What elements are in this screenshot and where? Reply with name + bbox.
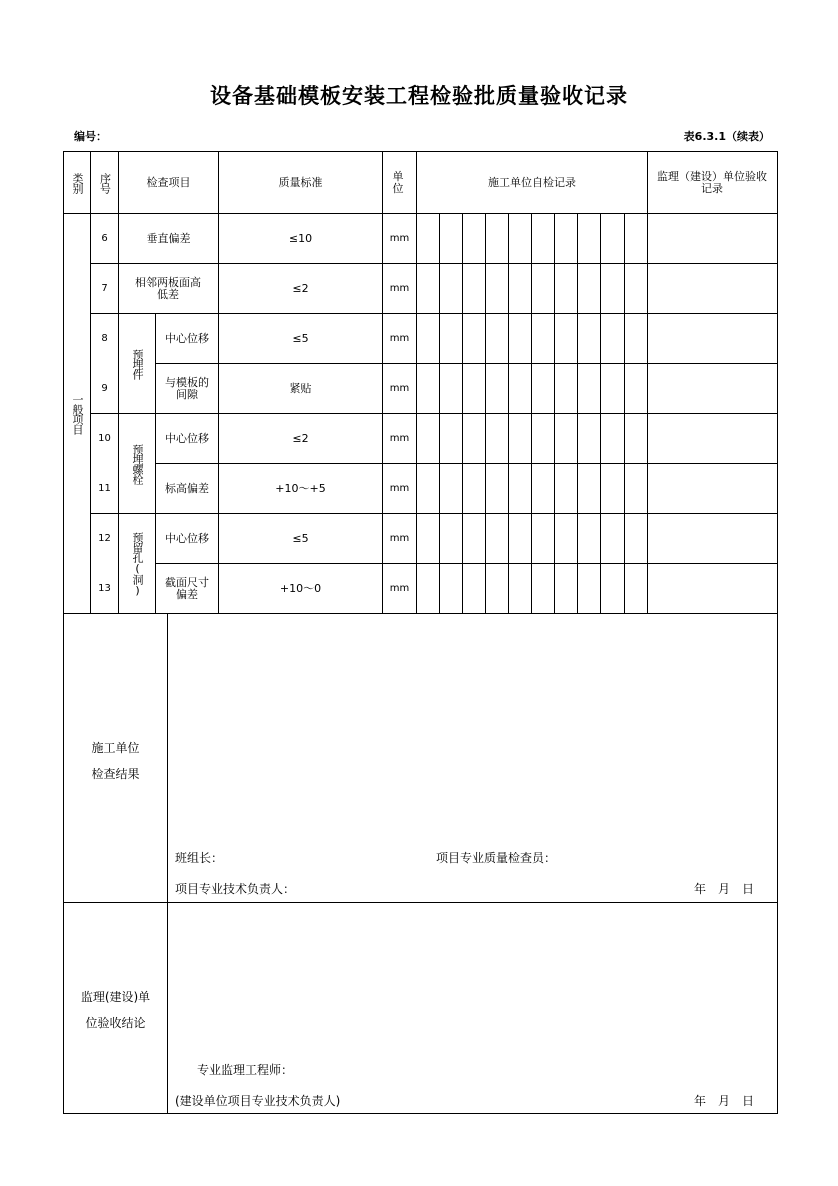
row-seq: 9: [101, 382, 108, 394]
row-standard: ≤5: [292, 331, 309, 345]
category-general: 一般项目: [71, 393, 84, 434]
row-standard: ≤2: [292, 281, 309, 295]
row-item: 与模板的间隙: [165, 375, 209, 401]
row-seq: 12: [98, 532, 111, 544]
row-seq: 6: [101, 232, 108, 244]
row-seq: 13: [98, 582, 111, 594]
row-item: 中心位移: [165, 531, 209, 545]
header-self-check: 施工单位自检记录: [488, 175, 576, 189]
group-bolt: 预埋螺栓: [131, 443, 144, 484]
row-seq: 11: [98, 482, 111, 494]
row-item: 中心位移: [165, 331, 209, 345]
row-standard: ≤10: [288, 231, 313, 245]
tech-lead-label: 项目专业技术负责人：: [175, 882, 296, 896]
header-supervision: 监理（建设）单位验收记录: [657, 169, 767, 195]
header-unit: 单位: [392, 169, 404, 195]
row-seq: 8: [101, 332, 108, 344]
row-seq: 7: [101, 282, 108, 294]
supervision-date: 年 月 日: [694, 1094, 755, 1108]
code-label: 编号：: [74, 130, 107, 143]
row-item: 中心位移: [165, 431, 209, 445]
group-hole: 预留孔(洞): [131, 531, 144, 596]
header-standard: 质量标准: [278, 175, 323, 189]
row-unit: mm: [389, 582, 410, 594]
row-standard: +10～+5: [275, 481, 326, 495]
row-unit: mm: [389, 482, 410, 494]
construction-result-label: 施工单位 检查结果: [91, 741, 140, 781]
supervising-engineer-label: 专业监理工程师：: [197, 1063, 294, 1077]
row-standard: 紧贴: [289, 381, 312, 395]
header-seq: 序号: [98, 172, 112, 193]
row-item: 垂直偏差: [146, 231, 191, 245]
supervision-conclusion-label: 监理(建设)单 位验收结论: [80, 990, 151, 1030]
row-seq: 10: [98, 432, 111, 444]
owner-tech-lead-label: (建设单位项目专业技术负责人): [175, 1094, 341, 1108]
page-title: 设备基础模板安装工程检验批质量验收记录: [210, 84, 628, 108]
row-item: 相邻两板面高低差: [135, 275, 201, 301]
header-category: 类别: [71, 172, 84, 193]
group-embedded: 预埋件: [131, 348, 144, 379]
row-standard: ≤5: [292, 531, 309, 545]
row-unit: mm: [389, 382, 410, 394]
row-unit: mm: [389, 432, 410, 444]
header-item: 检查项目: [146, 175, 191, 189]
row-item: 标高偏差: [165, 481, 209, 495]
row-unit: mm: [389, 332, 410, 344]
team-leader-label: 班组长：: [175, 851, 224, 865]
row-standard: ≤2: [292, 431, 309, 445]
quality-inspector-label: 项目专业质量检查员：: [436, 851, 557, 865]
row-item: 截面尺寸偏差: [165, 575, 209, 601]
construction-date: 年 月 日: [694, 882, 755, 896]
row-unit: mm: [389, 282, 410, 294]
row-unit: mm: [389, 232, 410, 244]
table-number: 表6.3.1（续表）: [683, 130, 770, 143]
row-unit: mm: [389, 532, 410, 544]
row-standard: +10～0: [279, 581, 322, 595]
